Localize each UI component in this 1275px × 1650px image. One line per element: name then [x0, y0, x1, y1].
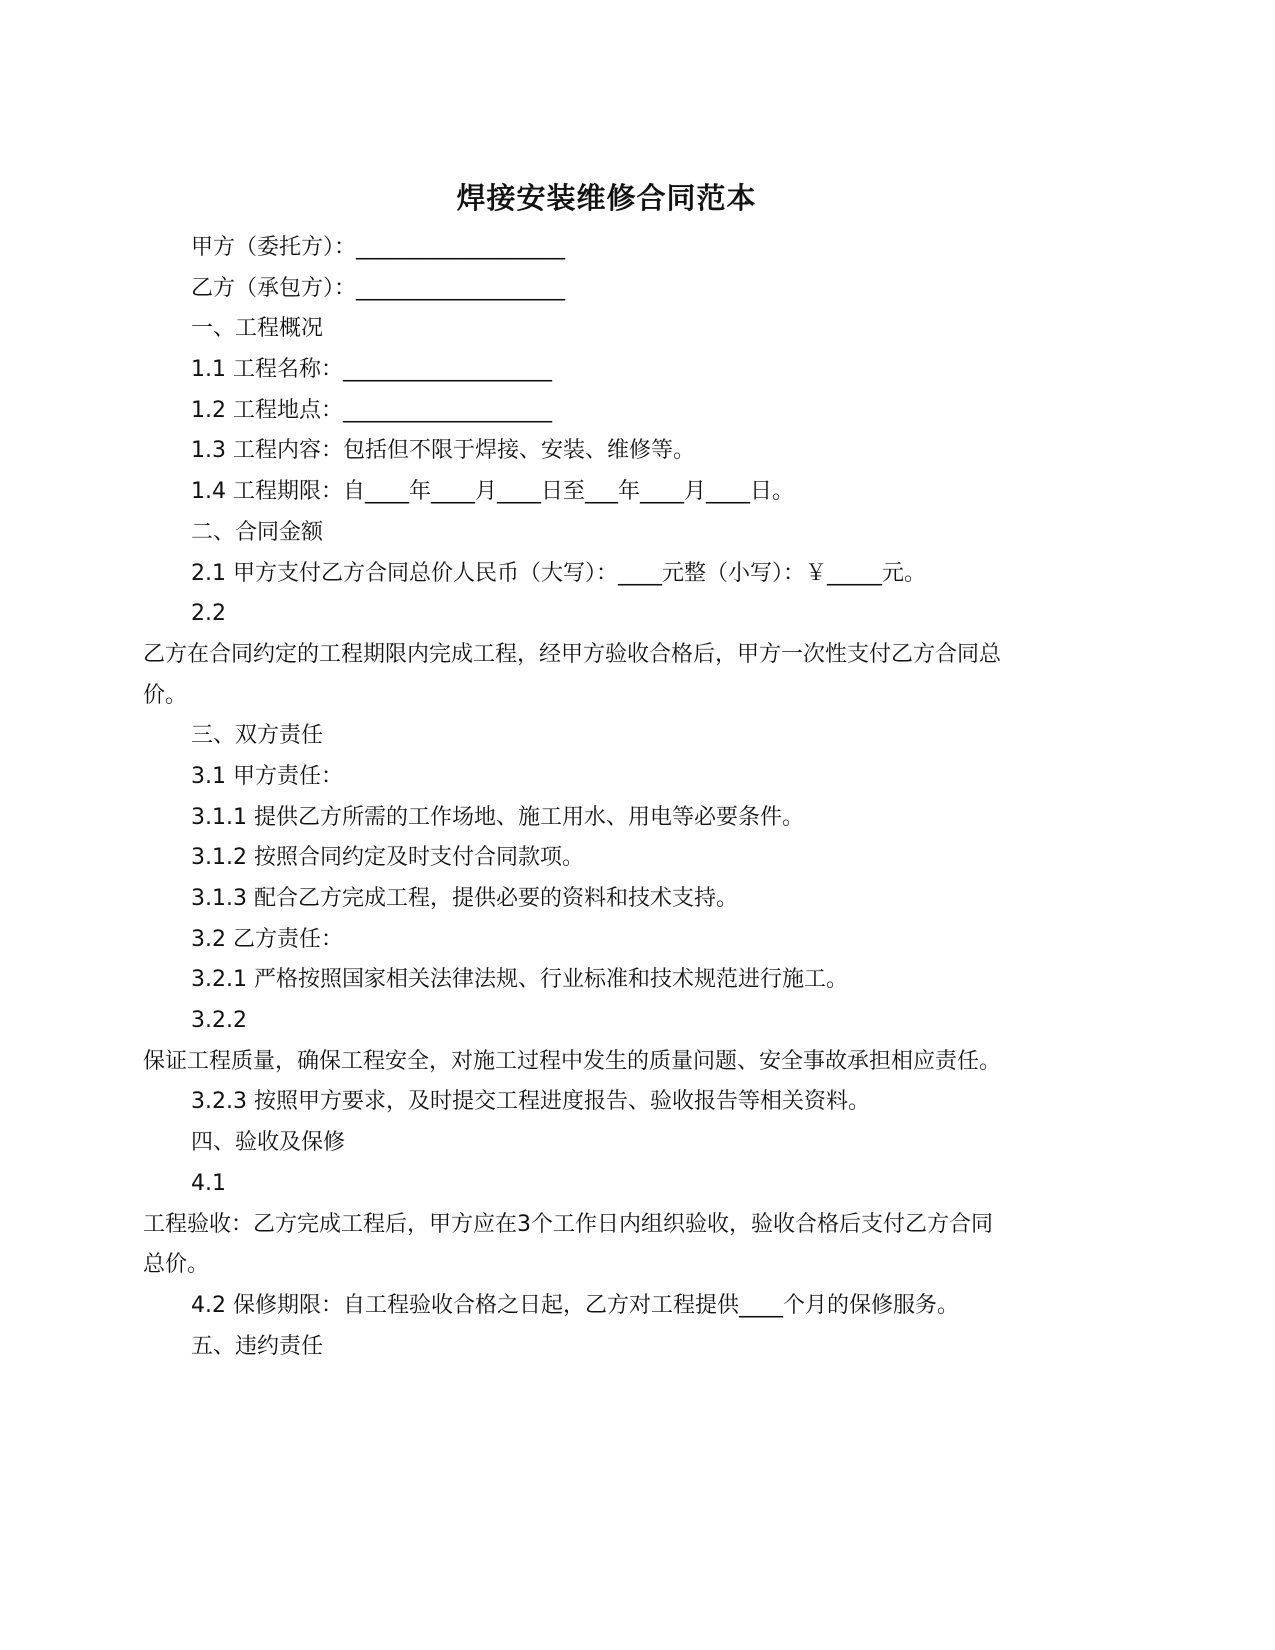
document-title: 焊接安装维修合同范本 [456, 181, 757, 215]
document-line: 四、验收及保修 [191, 1130, 346, 1156]
document-line: 乙方在合同约定的工程期限内完成工程，经甲方验收合格后，甲方一次性支付乙方合同总 [143, 641, 1002, 667]
document-line: 3.2.1 严格按照国家相关法律法规、行业标准和技术规范进行施工。 [191, 967, 848, 993]
document-line: 3.2 乙方责任： [191, 926, 343, 952]
document-line: 保证工程质量，确保工程安全，对施工过程中发生的质量问题、安全事故承担相应责任。 [143, 1048, 1002, 1074]
document-line: 3.1 甲方责任： [191, 763, 343, 789]
document-line: 五、违约责任 [191, 1333, 324, 1359]
document-line: 1.3 工程内容：包括但不限于焊接、安装、维修等。 [191, 438, 695, 464]
document-line: 2.1 甲方支付乙方合同总价人民币（大写）：____元整（小写）：￥_____元。 [191, 560, 926, 586]
document-line: 总价。 [143, 1252, 210, 1278]
document-line: 3.2.3 按照甲方要求，及时提交工程进度报告、验收报告等相关资料。 [191, 1089, 870, 1115]
document-line: 3.1.3 配合乙方完成工程，提供必要的资料和技术支持。 [191, 886, 738, 911]
document-line: 价。 [143, 682, 188, 708]
document-line: 4.2 保修期限：自工程验收合格之日起，乙方对工程提供____个月的保修服务。 [191, 1292, 959, 1318]
document-line: 一、工程概况 [191, 316, 324, 342]
document-line: 3.1.1 提供乙方所需的工作场地、施工用水、用电等必要条件。 [191, 804, 804, 830]
document-line: 1.4 工程期限：自____年____月____日至___年____月____日。 [191, 479, 794, 505]
document-line: 2.2 [191, 601, 226, 627]
document-line: 1.2 工程地点：___________________ [191, 397, 552, 423]
document-line: 甲方（委托方）：___________________ [191, 235, 566, 260]
document-line: 工程验收：乙方完成工程后，甲方应在3个工作日内组织验收，验收合格后支付乙方合同 [143, 1211, 993, 1237]
document-line: 三、双方责任 [191, 723, 324, 749]
document-line: 3.1.2 按照合同约定及时支付合同款项。 [191, 845, 584, 871]
document-line: 1.1 工程名称：___________________ [191, 357, 552, 383]
document-line: 二、合同金额 [191, 519, 324, 545]
document-line: 乙方（承包方）：___________________ [191, 275, 566, 301]
document-line: 4.1 [191, 1170, 226, 1196]
document-body [143, 228, 1078, 1367]
document-line: 3.2.2 [191, 1008, 247, 1034]
